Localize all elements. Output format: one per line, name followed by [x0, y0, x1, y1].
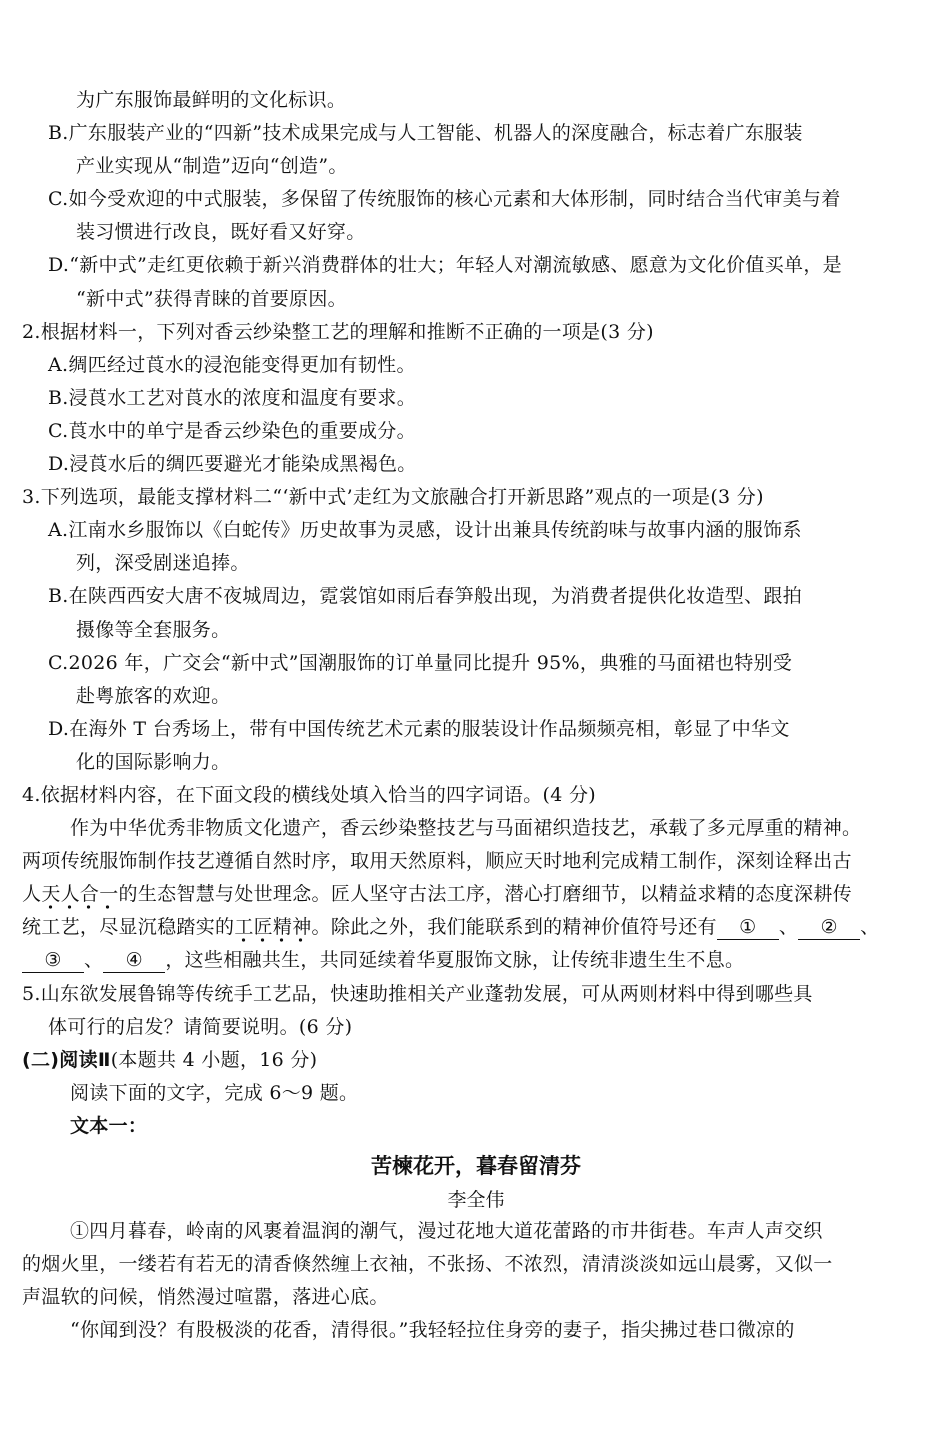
q3-option-c-cont: 赴粤旅客的欢迎。 — [76, 684, 231, 707]
q1-option-d: D.“新中式”走红更依赖于新兴消费群体的壮大；年轻人对潮流敏感、愿意为文化价值买单，是 — [48, 254, 842, 277]
section-heading — [22, 1044, 930, 1077]
emphasis-dotted-term: 工匠精神 — [234, 916, 311, 943]
q3-option-a: A.江南水乡服饰以《白蛇传》历史故事为灵感，设计出兼具传统韵味与故事内涵的服饰系 — [48, 519, 802, 542]
q3-option-b-cont: 摄像等全套服务。 — [76, 618, 231, 641]
q2-option-c: C.莨水中的单宁是香云纱染色的重要成分。 — [48, 419, 416, 442]
section-reading-2 — [22, 1044, 930, 1143]
essay-title: 苦楝花开，暮春留清芬 — [371, 1153, 581, 1178]
essay-paragraph-1-line-1: ①四月暮春，岭南的风裹着温润的潮气，漫过花地大道花蕾路的市井街巷。车声人声交织 — [70, 1220, 823, 1242]
q4-passage-line-2: 两项传统服饰制作技艺遵循自然时序，取用天然原料，顺应天时地利完成精工制作，深刻诠释出古 — [22, 850, 852, 873]
q2-option-b: B.浸莨水工艺对莨水的浓度和温度有要求。 — [48, 386, 417, 409]
q3-option-b: B.在陕西西安大唐不夜城周边，霓裳馆如雨后春笋般出现，为消费者提供化妆造型、跟拍 — [48, 585, 803, 608]
q1-option-c: C.如今受欢迎的中式服装，多保留了传统服饰的核心元素和大体形制，同时结合当代审美与着 — [48, 188, 841, 211]
q3-option-d: D.在海外 T 台秀场上，带有中国传统艺术元素的服装设计作品频频亮相，彰显了中华文 — [48, 717, 790, 740]
q4-text: ，这些相融共生，共同延续着华夏服饰文脉，让传统非遗生生不息。 — [165, 949, 745, 972]
essay-paragraph-1-line-2: 的烟火里，一缕若有若无的清香倏然缠上衣袖，不张扬、不浓烈，清清淡淡如远山晨雾，又似一 — [22, 1253, 833, 1276]
q4-stem: 4.依据材料内容，在下面文段的横线处填入恰当的四字词语。(4 分) — [22, 783, 596, 806]
q2-option-d: D.浸莨水后的绸匹要避光才能染成黑褐色。 — [48, 453, 417, 476]
fill-blank-4[interactable]: ④ — [103, 948, 165, 973]
question-4 — [22, 779, 930, 978]
q4-passage-line-4 — [22, 911, 930, 944]
q4-text: 。除此之外，我们能联系到的精神价值符号还有 — [311, 916, 717, 939]
q1-option-b-cont: 产业实现从“制造”迈向“创造”。 — [76, 155, 348, 178]
q4-text: 统工艺，尽显沉稳踏实的 — [22, 916, 235, 939]
fill-blank-3[interactable]: ③ — [22, 948, 84, 973]
essay — [22, 1147, 930, 1347]
q3-option-a-cont: 列，深受剧迷追捧。 — [76, 552, 250, 575]
section-heading-bold: (二)阅读Ⅱ — [22, 1048, 111, 1071]
q1-option-d-cont: “新中式”获得青睐的首要原因。 — [76, 287, 347, 310]
essay-paragraph-2-line-1: “你闻到没？有股极淡的花香，清得很。”我轻轻拉住身旁的妻子，指尖拂过巷口微凉的 — [70, 1319, 795, 1342]
q1-option-c-cont: 装习惯进行改良，既好看又好穿。 — [76, 221, 366, 244]
section-instruction: 阅读下面的文字，完成 6～9 题。 — [70, 1081, 359, 1104]
q3-option-c: C.2026 年，广交会“新中式”国潮服饰的订单量同比提升 95%，典雅的马面裙也特别受 — [48, 651, 793, 674]
q4-text: 人 — [22, 883, 42, 906]
question-2 — [22, 316, 930, 481]
q2-stem: 2.根据材料一，下列对香云纱染整工艺的理解和推断不正确的一项是(3 分) — [22, 320, 654, 343]
q4-text: 的生态智慧与处世理念。匠人坚守古法工序，潜心打磨细节，以精益求精的态度深耕传 — [118, 883, 852, 906]
text-one-label: 文本一： — [70, 1114, 148, 1137]
fill-blank-1[interactable]: ① — [717, 915, 779, 940]
q4-passage-line-1: 作为中华优秀非物质文化遗产，香云纱染整技艺与马面裙织造技艺，承载了多元厚重的精神。 — [70, 817, 862, 840]
question-3 — [22, 481, 930, 779]
q4-passage-line-5 — [22, 944, 930, 977]
q4-passage-line-3 — [22, 878, 930, 911]
essay-author: 李全伟 — [447, 1189, 505, 1211]
fill-blank-2[interactable]: ② — [798, 915, 860, 940]
q1-option-b: B.广东服装产业的“四新”技术成果完成与人工智能、机器人的深度融合，标志着广东服装 — [48, 122, 803, 145]
q3-stem: 3.下列选项，最能支撑材料二“‘新中式’走红为文旅融合打开新思路”观点的一项是(3 分) — [22, 486, 764, 509]
separator: 、 — [860, 916, 880, 939]
q5-stem-cont: 体可行的启发？请简要说明。(6 分) — [48, 1015, 353, 1038]
separator: 、 — [84, 949, 104, 972]
q1-option-a-tail: 为广东服饰最鲜明的文化标识。 — [76, 89, 347, 111]
q5-stem: 5.山东欲发展鲁锦等传统手工艺品，快速助推相关产业蓬勃发展，可从两则材料中得到哪些具 — [22, 982, 813, 1005]
q3-option-d-cont: 化的国际影响力。 — [76, 750, 231, 773]
separator: 、 — [778, 916, 799, 939]
emphasis-dotted-term: 天人合一 — [41, 883, 118, 910]
question-1-continued — [22, 84, 930, 316]
q2-option-a: A.绸匹经过莨水的浸泡能变得更加有韧性。 — [48, 353, 416, 376]
question-5 — [22, 978, 930, 1044]
essay-paragraph-1-line-3: 声温软的问候，悄然漫过喧嚣，落进心底。 — [22, 1286, 389, 1309]
section-heading-rest: (本题共 4 小题，16 分) — [110, 1048, 318, 1071]
